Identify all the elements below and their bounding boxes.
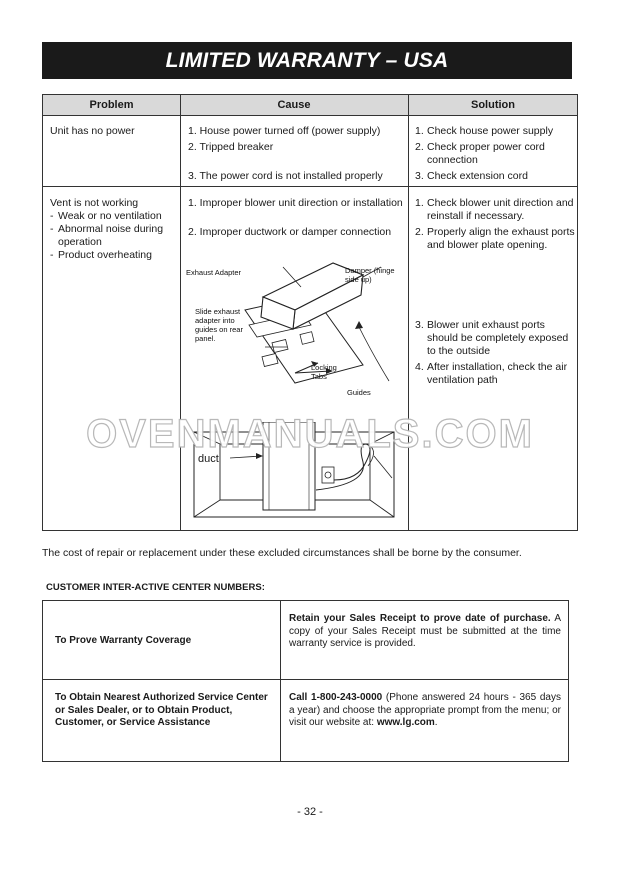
- label-slide-adapter: Slide exhaust adapter into guides on rear panel.: [195, 307, 243, 343]
- receipt-bold: Retain your Sales Receipt to prove date of purchase.: [289, 613, 551, 624]
- watermark: OVENMANUALS.COM: [86, 412, 534, 456]
- customer-center-heading: CUSTOMER INTER-ACTIVE CENTER NUMBERS:: [46, 582, 265, 593]
- receipt-text: A copy of your Sales Receipt must be submitted at the time warranty service is provided.: [289, 613, 562, 649]
- header-problem: Problem: [89, 99, 134, 111]
- row1-problem: Unit has no power: [50, 125, 135, 137]
- row1-cause-1: 1. House power turned off (power supply): [188, 125, 381, 137]
- row2-problem: Vent is not working: [50, 197, 139, 209]
- period: .: [434, 717, 438, 728]
- cost-note: The cost of repair or replacement under these excluded circumstances shall be borne by the consumer.: [42, 547, 522, 559]
- column-divider: [280, 601, 281, 761]
- warranty-coverage-label: To Prove Warranty Coverage: [55, 635, 192, 646]
- label-exhaust-adapter: Exhaust Adapter: [186, 268, 242, 277]
- row-divider: [43, 679, 568, 680]
- row2-cause-1: 1. Improper blower unit direction or installation: [188, 197, 403, 209]
- row2-solution-3: 3. Blower unit exhaust ports should be completely exposed to the outside: [415, 319, 569, 357]
- page-number: - 32 -: [297, 806, 323, 818]
- table-header: [43, 95, 577, 116]
- row2-solution-1: 1. Check blower unit direction and reinstall if necessary.: [415, 197, 574, 222]
- troubleshooting-table: [42, 94, 578, 531]
- website-link[interactable]: www.lg.com: [376, 717, 435, 728]
- row2-cause-2: 2. Improper ductwork or damper connection: [188, 226, 392, 238]
- service-assistance-text: [289, 692, 561, 730]
- page-title: LIMITED WARRANTY – USA: [42, 42, 572, 79]
- label-locking-tabs: Locking Tabs: [311, 363, 337, 381]
- label-damper: Damper (hinge side up): [345, 266, 395, 284]
- row1-cause-2: 2. Tripped breaker: [188, 141, 274, 153]
- service-assistance-label: To Obtain Nearest Authorized Service Center or Sales Dealer, or to Obtain Product, Customer, or Service Assistance: [55, 692, 268, 728]
- row2-problem-bullet-2: - Abnormal noise during operation: [50, 223, 164, 248]
- row1-solution-3: 3. Check extension cord: [415, 170, 528, 182]
- column-divider: [180, 95, 181, 530]
- label-duct: duct: [198, 453, 219, 465]
- phone-number: Call 1-800-243-0000: [289, 692, 383, 703]
- row1-solution-1: 1. Check house power supply: [415, 125, 554, 137]
- column-divider: [408, 95, 409, 530]
- row2-solution-2: 2. Properly align the exhaust ports and blower plate opening.: [415, 226, 575, 251]
- row2-solution-4: 4. After installation, check the air ventilation path: [415, 361, 568, 386]
- row1-cause-3: 3. The power cord is not installed properly: [188, 170, 383, 182]
- row1-solution-2: 2. Check proper power cord connection: [415, 141, 545, 166]
- customer-center-table: [42, 600, 569, 762]
- header-cause: Cause: [277, 99, 311, 111]
- row-divider: [43, 186, 577, 187]
- header-solution: Solution: [471, 99, 515, 111]
- row2-problem-bullet-1: - Weak or no ventilation: [50, 210, 162, 222]
- warranty-coverage-text: [289, 613, 561, 651]
- phone-text: (Phone answered 24 hours - 365 days a year) and choose the appropriate prompt from the menu; or visit our website at:: [289, 692, 561, 728]
- row2-problem-bullet-3: - Product overheating: [50, 249, 152, 261]
- label-guides: Guides: [347, 388, 371, 397]
